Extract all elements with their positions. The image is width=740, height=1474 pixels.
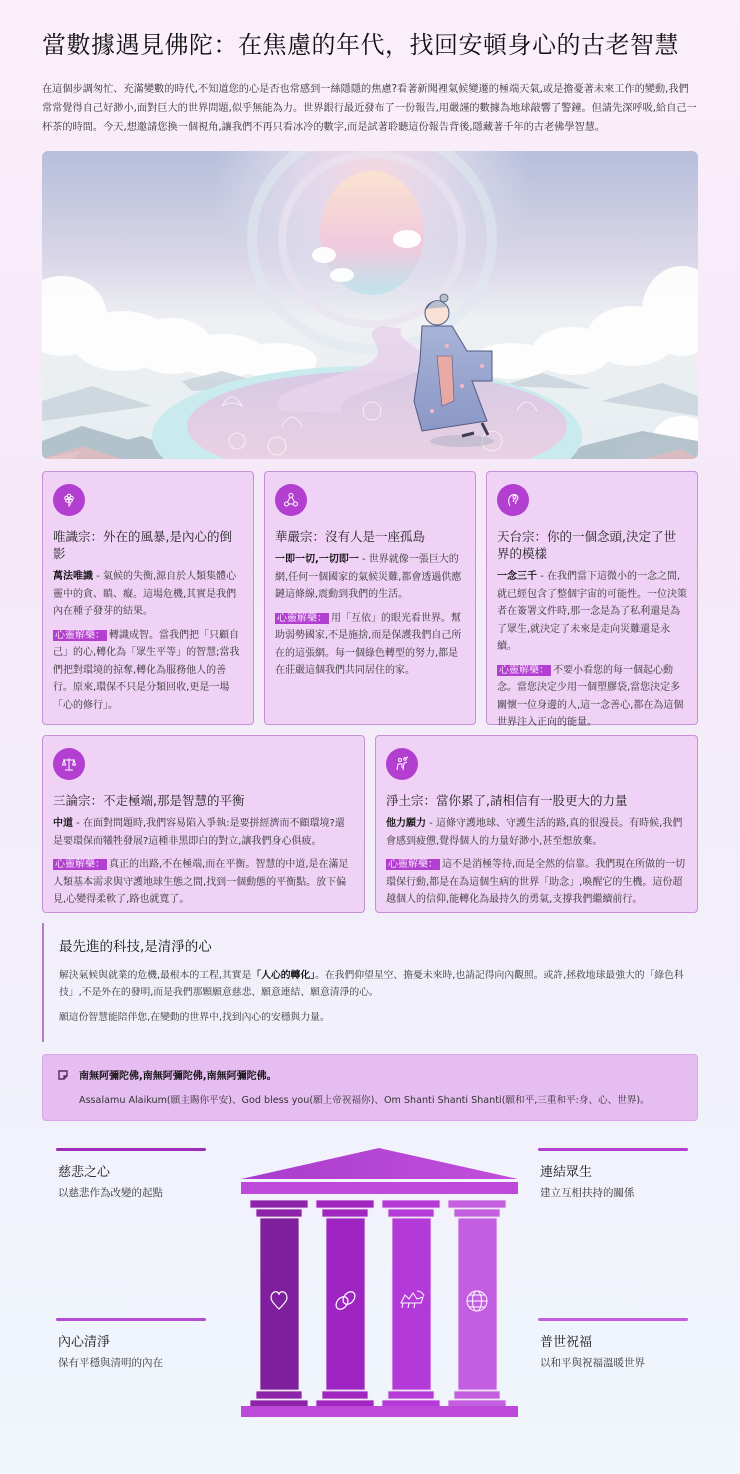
pillar-label-connection: [538, 1148, 688, 1200]
remedy-text: 真正的出路,不在極端,而在平衡。智慧的中道,是在滿足人類基本需求與守護地球生態之間,找到一個動態的平衡點。放下偏見,心變得柔軟了,路也就寬了。: [53, 859, 349, 905]
concept-text: - 這條守護地球、守護生活的路,真的很漫長。有時候,我們會感到疲憊,覺得個人的力量好渺小,甚至想放棄。: [386, 818, 683, 847]
page-title: 當數據遇見佛陀：在焦慮的年代，找回安頓身心的古老智慧: [42, 31, 679, 59]
card-huayan: [264, 471, 476, 725]
flower-icon: [53, 484, 85, 516]
card-concept: [497, 568, 687, 656]
card-remedy: [275, 610, 465, 680]
card-weishi: [42, 471, 254, 725]
concept-text: - 在面對問題時,我們容易陷入爭執:是要拼經濟而不顧環境?還是要環保而犧牲發展?這種非黑即白的對立,讓我們身心俱疲。: [53, 818, 345, 847]
reflection-emphasis: 「人心的轉化」: [251, 970, 316, 981]
card-sanlun: [42, 735, 365, 913]
remedy-text: 不要小看您的每一個起心動念。當您決定少用一個塑膠袋,當您決定多關懷一位身邊的人,這一念善心,都在為這個世界注入正向的能量。: [497, 664, 684, 728]
pillar-label-blessing: [538, 1318, 688, 1370]
pillar-label-purity: [56, 1318, 206, 1370]
remedy-tag: 心靈解藥：: [277, 612, 327, 624]
label-bar: [538, 1318, 688, 1321]
balance-scale-icon: [53, 748, 85, 780]
reflection-text: 。在我們仰望星空、擔憂未來時,也請記得向內觀照。或許,拯救地球最強大的「綠色科技」,不是外在的發明,而是我們那顆願意慈悲、願意連結、願意清淨的心。: [59, 970, 684, 998]
card-remedy: [53, 856, 354, 909]
reflection-text: 解決氣候與就業的危機,最根本的工程,其實是: [59, 970, 252, 981]
remedy-text: 這不是消極等待,而是全然的信靠。我們現在所做的一切環保行動,都是在為這個生病的世界「助念」,喚醒它的生機。這份超越個人的信仰,能轉化為最持久的勇氣,支撐我們繼續前行。: [386, 859, 686, 905]
pillar-label-compassion: [56, 1148, 206, 1200]
label-bar: [538, 1148, 688, 1151]
card-jingtu: [375, 735, 698, 913]
reflection-section: [42, 923, 698, 1042]
hero-illustration: [42, 151, 698, 459]
card-concept: [386, 815, 687, 850]
card-concept: [53, 568, 243, 621]
label-bar: [56, 1318, 206, 1321]
pillar-subtitle: 以和平與祝福溫暖世界: [540, 1357, 645, 1369]
intro-paragraph: 在這個步調匆忙、充滿變數的時代,不知道您的心是否也常感到一絲隱隱的焦慮?看著新聞裡氣候變遷的極端天氣,或是擔憂著未來工作的變動,我們常常覺得自己好渺小,面對巨大的世界問題,似乎無能為力。世界銀行最近發布了一份報告,用嚴謹的數據為地球敲響了警鐘。但請先深呼吸,給自己一杯茶的時間。今天,想邀請您換一個視角,讓我們不再只看冰冷的數字,而是試著聆聽這份報告背後,隱藏著千年的古老佛學智慧。: [42, 84, 697, 133]
card-title: 淨土宗：當你累了,請相信有一股更大的力量: [386, 793, 628, 808]
remedy-tag: 心靈解藥：: [55, 859, 105, 870]
card-remedy: [386, 856, 687, 909]
concept-text: - 在我們當下這微小的一念之間,就已經包含了整個宇宙的可能性。一位決策者在簽署文件時,那一念是為了私利還是為了眾生,就決定了未來是走向災難還是永續。: [497, 571, 687, 652]
people-support-icon: [386, 748, 418, 780]
concept-text: - 世界就像一張巨大的網,任何一個國家的氣候災難,都會透過供應鏈這條線,震動到我們的生活。: [275, 554, 462, 600]
concept-term: 中道: [53, 818, 73, 829]
concept-text: - 氣候的失衡,源自於人類集體心靈中的貪、瞋、癡。這場危機,其實是我們內在種子發芽的結果。: [53, 571, 237, 617]
concept-term: 萬法唯識: [53, 571, 93, 582]
pillar-title: 連結眾生: [540, 1165, 593, 1180]
remedy-tag: 心靈解藥：: [499, 664, 549, 676]
note-icon: [57, 1069, 69, 1081]
card-remedy: [53, 627, 243, 715]
remedy-tag: 心靈解藥：: [388, 859, 438, 870]
pillar-title: 內心清淨: [58, 1335, 111, 1350]
card-concept: [275, 551, 465, 604]
card-title: 天台宗：你的一個念頭,決定了世界的模樣: [497, 529, 676, 561]
remedy-tag: 心靈解藥：: [55, 629, 105, 641]
pillar-subtitle: 保有平穩與清明的內在: [58, 1357, 163, 1369]
remedy-text: 轉識成智。當我們把「只顧自己」的心,轉化為「眾生平等」的智慧;當我們把對環境的掠奪,轉化為服務他人的善行。原來,環保不只是分類回收,更是一場「心的修行」。: [53, 629, 240, 711]
pillar-title: 慈悲之心: [58, 1165, 111, 1180]
card-tiantai: [486, 471, 698, 728]
prayer-heading-row: [57, 1067, 683, 1082]
concept-term: 一即一切,一切即一: [275, 554, 359, 565]
reflection-closing: 願這份智慧能陪伴您,在變動的世界中,找到內心的安穩與力量。: [59, 1012, 330, 1023]
card-remedy: [497, 662, 687, 732]
remedy-text: 用「互依」的眼光看世界。幫助弱勢國家,不是施捨,而是保護我們自己所在的這張網。每一個綠色轉型的努力,都是在莊嚴這個我們共同居住的家。: [275, 612, 462, 676]
concept-term: 他力願力: [386, 818, 426, 829]
card-title: 三論宗：不走極端,那是智慧的平衡: [53, 793, 245, 808]
blessings-line: Assalamu Alaikum(願主賜你平安)、God bless you(願上帝祝福你)、Om Shanti Shanti Shanti(願和平,三重和平:身、心、世界)。: [79, 1095, 650, 1106]
card-title: 唯識宗：外在的風暴,是內心的倒影: [53, 529, 232, 561]
label-bar: [56, 1148, 206, 1151]
network-icon: [275, 484, 307, 516]
prayer-box: [42, 1054, 698, 1121]
prayer-heading: 南無阿彌陀佛,南無阿彌陀佛,南無阿彌陀佛。: [79, 1071, 277, 1082]
thought-head-icon: [497, 484, 529, 516]
meditation-illustration-icon: [42, 151, 698, 459]
pillar-title: 普世祝福: [540, 1335, 593, 1350]
pillars-diagram: [42, 1133, 698, 1473]
card-title: 華嚴宗：沒有人是一座孤島: [275, 529, 426, 544]
concept-term: 一念三千: [497, 571, 537, 582]
card-concept: [53, 815, 354, 850]
reflection-heading: 最先進的科技,是清淨的心: [59, 939, 212, 955]
school-cards-row-2: [42, 735, 698, 913]
reflection-paragraph: [59, 967, 698, 1001]
pillar-subtitle: 以慈悲作為改變的起點: [58, 1187, 163, 1199]
pillar-subtitle: 建立互相扶持的關係: [540, 1187, 635, 1199]
temple-icon: [237, 1143, 522, 1443]
school-cards-row-1: [42, 471, 698, 728]
